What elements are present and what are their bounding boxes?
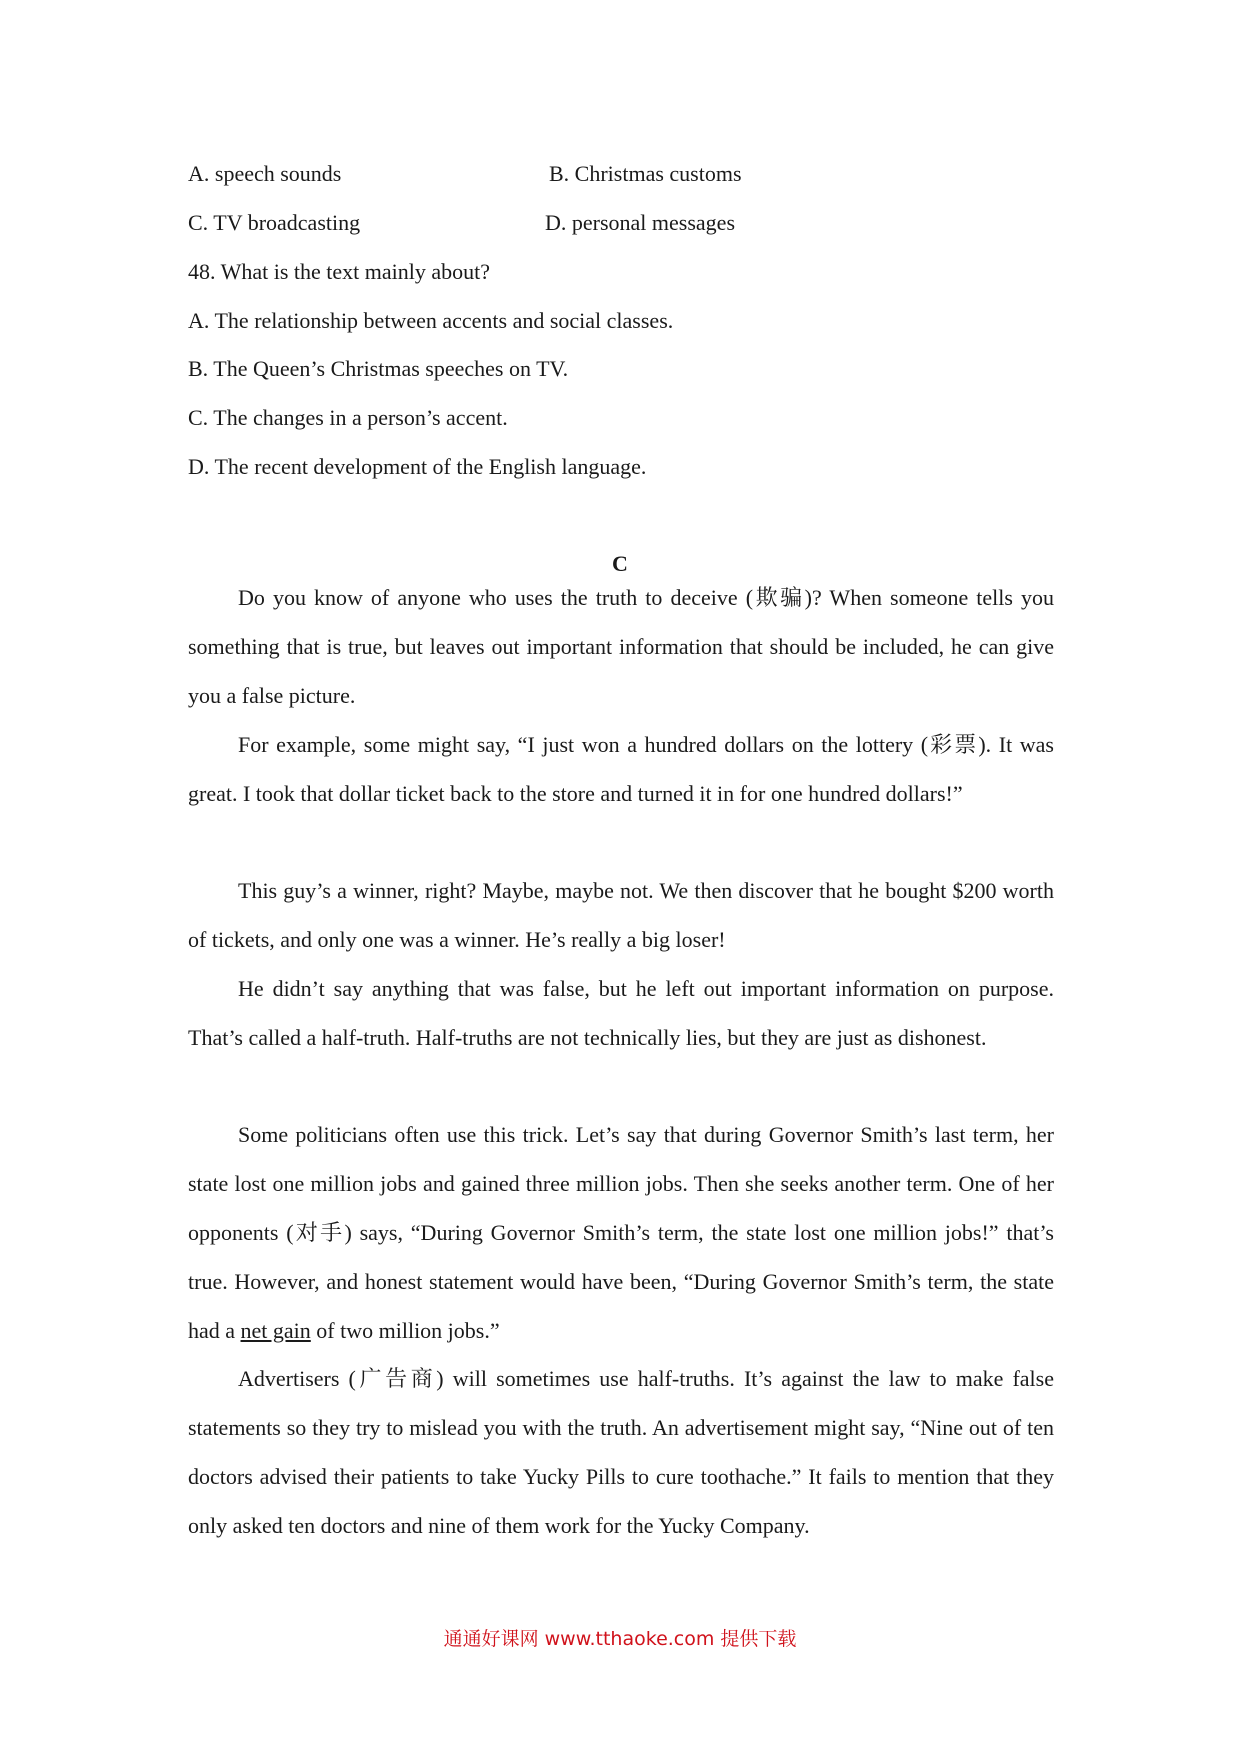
q47-option-d: D. personal messages [545,210,736,235]
q47-option-c: C. TV broadcasting [188,210,361,235]
paragraph-4: He didn’t say anything that was false, but he left out important information on purpose. That’s called a half-truth. Half-truths are not technically lies, but they are just as dishonest. [188,976,1054,1050]
q48-option-a: A. The relationship between accents and social classes. [188,308,674,333]
paragraph-5-ending: of two million jobs.” [310,1318,500,1343]
footer-watermark: 通通好课网 www.tthaoke.com 提供下载 [443,1628,797,1650]
paragraph-3: This guy’s a winner, right? Maybe, maybe not. We then discover that he bought $200 worth of tickets, and only one was a winner. He’s really a big loser! [188,878,1054,952]
q47-option-a: A. speech sounds [188,161,342,186]
paragraph-5 [188,1110,1054,1355]
paragraph-5-text: Some politicians often use this trick. Let’s say that during Governor Smith’s last term, her state lost one million jobs and gained three million jobs. Then she seeks another term. One of her opponents (对手) says, “During Governor Smith’s term, the state lost one million jobs!” that’s true. However, and honest statement would have been, “During Governor Smith’s term, the state had a [188,1122,1054,1343]
section-title: C [612,551,628,576]
paragraph-6: Advertisers (广告商) will sometimes use half-truths. It’s against the law to make false statements so they try to mislead you with the truth. An advertisement might say, “Nine out of ten doctors advised their patients to take Yucky Pills to cure toothache.” It fails to mention that they only asked ten doctors and nine of them work for the Yucky Company. [188,1366,1054,1538]
q47-option-b: B. Christmas customs [549,161,742,186]
q48-option-b: B. The Queen’s Christmas speeches on TV. [188,356,569,381]
q48-option-d: D. The recent development of the English language. [188,454,647,479]
q48-question: 48. What is the text mainly about? [188,259,491,284]
paragraph-1: Do you know of anyone who uses the truth to deceive (欺骗)? When someone tells you something that is true, but leaves out important information that should be included, he can give you a false picture. [188,585,1054,708]
q48-option-c: C. The changes in a person’s accent. [188,405,508,430]
underlined-term: net gain [240,1318,311,1343]
paragraph-2: For example, some might say, “I just won a hundred dollars on the lottery (彩票). It was great. I took that dollar ticket back to the store and turned it in for one hundred dollars!” [188,732,1054,806]
